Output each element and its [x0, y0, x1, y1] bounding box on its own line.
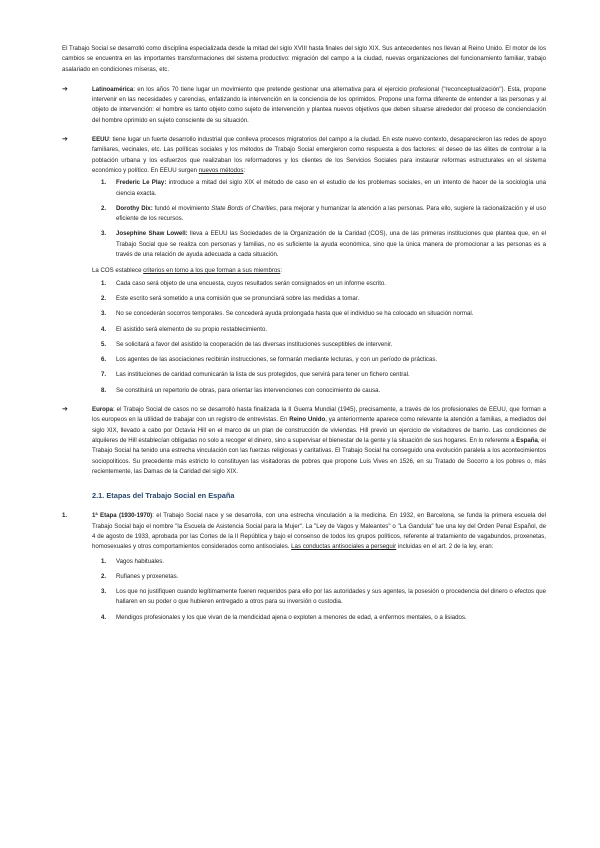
- list-item: [92, 309, 546, 319]
- europa-text: : el Trabajo Social de casos no se desarrolló hasta finalizada la II Guerra Mundial (1945), precisamente, a través de los profesionales de EEUU, que forman a los europeos en la utilidad de trabajar con un registro de entrevistas. En: [92, 406, 546, 424]
- arrow-bullet-icon: ➔: [62, 406, 68, 414]
- item-text: Rufianes y proxenetas.: [116, 572, 179, 580]
- methods-list: [92, 178, 546, 260]
- item-number: 2.: [101, 572, 107, 580]
- stage-link: Las conductas antisociales a perseguir: [291, 543, 397, 551]
- criterion-text: Se solicitará a favor del asistido la cooperación de las diversas instituciones susceptibles de intervenir.: [116, 340, 393, 348]
- list-item: [92, 178, 546, 199]
- criterion-text: Las instituciones de caridad comunicarán la lista de sus protegidos, que servirá para tener un fichero central.: [116, 371, 410, 379]
- method-text: fundó el movimiento: [152, 204, 212, 212]
- item-text: Vagos habituales.: [116, 557, 164, 565]
- criterion-text: Los agentes de las asociaciones recibirán instrucciones, se formarán mediante lecturas, y con un período de prácticas.: [116, 356, 438, 364]
- item-number: 4.: [101, 613, 107, 621]
- item-number: 3.: [101, 230, 107, 238]
- list-item: [92, 325, 546, 335]
- stage-text-post: incluidas en el art. 2 de la ley, eran:: [396, 543, 494, 551]
- list-item: [92, 294, 546, 304]
- latam-text: : en los años 70 tiene lugar un movimiento que pretende gestionar una alternativa para el ejercicio profesional ("reconceptualización"). Esta, propone intervenir en las necesidades y carencias, enfatizando la intervención en la conciencia de los oprimidos. Propone una forma diferente de entender a las personas y al objeto de intervención: el hombre es tanto objeto como sujeto de intervención y plantea nuevos objetivos que deben situarse alrededor del proceso de concienciación del hombre oprimido en sujeto consciente de su situación.: [92, 85, 546, 124]
- europa-bold-reino-unido: Reino Unido: [289, 416, 326, 424]
- item-text: Los que no justifiquen cuando legítimamente fueren requeridos para ello por las autoridades y sus agentes, la posesión o procedencia del dinero o efectos que hallaren en su poder o que hubieren entregado a otros para su inversión o custodia.: [116, 588, 546, 606]
- latam-label: Latinoamérica: [92, 85, 134, 93]
- list-item: [92, 340, 546, 350]
- item-number: 3.: [101, 588, 107, 596]
- item-number: 6.: [101, 356, 107, 364]
- list-item: [92, 386, 546, 396]
- list-item: [92, 204, 546, 225]
- method-name: Dorothy Dix:: [116, 204, 153, 212]
- cos-pre: La COS establece: [92, 267, 144, 275]
- item-number: 2.: [101, 294, 107, 302]
- method-name: Josephine Shaw Lowell:: [116, 230, 188, 238]
- cos-post: :: [280, 267, 283, 275]
- list-item: [92, 587, 546, 608]
- eeuu-paragraph: [92, 135, 546, 176]
- list-item: [92, 572, 546, 582]
- list-item: [92, 355, 546, 365]
- item-number: 7.: [101, 371, 107, 379]
- list-item: [92, 229, 546, 260]
- arrow-bullet-icon: ➔: [62, 85, 68, 93]
- criterion-text: No se concederán socorros temporales. Se concederá ayuda prolongada hasta que el individuo se ha colocado en situación normal.: [116, 310, 474, 318]
- criterion-text: Cada caso será objeto de una encuesta, cuyos resultados serán consignados en un informe escrito.: [116, 279, 386, 287]
- eeuu-text: : tiene lugar un fuerte desarrollo industrial que conlleva procesos migratorios del campo a la ciudad. En este nuevo contexto, desaparecieron las redes de apoyo familiares, vecinales, etc. Las políticas sociales y los métodos de Trabajo Social emergieron como respuesta a dos factores: el deseo de las élites de controlar a la población urbana y los esfuerzos que realizaban los reformadores y los clientes de los Servicios Sociales para instaurar reformas estructurales en el sistema económico y político. En EEUU surgen: [92, 136, 546, 174]
- item-number: 1.: [101, 179, 107, 187]
- criteria-list: [92, 279, 546, 396]
- stage-1-paragraph: [92, 511, 546, 552]
- bullet-eeuu: [62, 135, 546, 396]
- bullet-latinoamerica: [62, 85, 546, 126]
- eeuu-label: EEUU: [92, 136, 109, 144]
- item-text: Mendigos profesionales y los que vivan de la mendicidad ajena o exploten a menores de edad, a enfermos mentales, o a lisiados.: [116, 613, 467, 621]
- intro-paragraph: El Trabajo Social se desarrolló como disciplina especializada desde la mitad del siglo XVIII hasta finales del siglo XIX. Sus antecedentes nos llevan al Reino Unido. El motor de los cambios se encuentra en las importantes transformaciones del sistema productivo: migración del campo a la ciudad, nuevas organizaciones del funcionamiento familiar, trabajo asalariado en condiciones míseras, etc.: [62, 45, 546, 73]
- item-number: 1.: [101, 279, 107, 287]
- method-text: lleva a EEUU las Sociedades de la Organización de la Caridad (COS), una de las primeras instituciones que plantea que, en el Trabajo Social que se realiza con personas y familias, no es suficiente la ayuda económica, sino que la única manera de promocionar a las personas es a través de una relación de ayuda adecuada a cada situación.: [116, 230, 546, 259]
- eeuu-after: :: [243, 166, 246, 174]
- eeuu-methods-link: nuevos métodos: [198, 166, 244, 174]
- cos-link: criterios en torno a los que forman a sus miembros: [143, 267, 281, 275]
- criterion-text: Se constituirá un repertorio de obras, para orientar las intervenciones con conocimiento de causa.: [116, 386, 381, 394]
- bullet-europa: [62, 405, 546, 477]
- criterion-text: El asistido será elemento de su propio restablecimiento.: [116, 325, 268, 333]
- method-text: introduce a mitad del siglo XIX el método de caso en el estudio de los problemas sociales, en un intento de hacer de la sociología una ciencia exacta.: [116, 179, 546, 197]
- item-number: 1.: [101, 557, 107, 565]
- list-item: [92, 279, 546, 289]
- stage-number: 1.: [62, 512, 68, 520]
- method-text-rest: , para mejorar y humanizar la atención a las personas. Para ello, sugiere la racionalización y el uso eficiente de los recursos.: [116, 204, 546, 223]
- item-number: 2.: [101, 204, 107, 212]
- europa-paragraph: [92, 405, 546, 477]
- europa-label: Europa: [92, 406, 113, 414]
- method-emphasis: State Bords of Charities: [211, 204, 277, 212]
- stage-1: [62, 511, 546, 623]
- list-item: [92, 557, 546, 567]
- stage-text: : el Trabajo Social nace y se desarrolla, con una estrecha vinculación a la medicina. En 1932, en Barcelona, se funda la primera escuela del Trabajo Social bajo el nombre "la Escuela de Asistencia Social para la Mujer". La "Ley de Vagos y Maleantes" o "La Gandula" fue una ley del Orden Penal Español, de 4 de agosto de 1933, aprobada por las Cortes de la II República y bajo el consenso de todos los grupos políticos, referente al tratamiento de vagabundos, proxenetas, homosexuales y otros comportamientos considerados como antisociales.: [92, 512, 546, 551]
- europa-text: , ya anteriormente aparece como relevante la atención a familias, a mediados del siglo XIX, llevado a cabo por Octavia Hill en el marco de un plan de construcción de viviendas. Hill previó un ejercicio de visitadores de barrio. Las condiciones de alquileres de Hill establecían obligadas no solo a recoger el dinero, sino a supervisar el bienestar de la gente y la situación de sus hogares. En lo referente a: [92, 416, 546, 444]
- item-number: 4.: [101, 325, 107, 333]
- cos-intro: [92, 266, 546, 276]
- arrow-bullet-icon: ➔: [62, 136, 68, 144]
- europa-text: , el Trabajo Social ha tenido una estrecha vinculación con las fuerzas religiosas y caritativas. El Trabajo Social ha conseguido una evolución paralela a los acontecimientos sociopolíticos. Su precedente más estricto lo constituyen las visitadoras de pobres que propone Luis Vives en 1526, en su Tratado de Socorro a los pobres o, más recientemente, las Damas de la Caridad del siglo XIX.: [92, 436, 546, 475]
- antisocial-list: [92, 557, 546, 623]
- europa-bold-espana: España: [516, 436, 538, 444]
- method-name: Frederic Le Play:: [116, 179, 167, 187]
- criterion-text: Este escrito será sometido a una comisión que se pronunciará sobre las medidas a tomar.: [116, 294, 360, 302]
- latam-paragraph: [92, 85, 546, 126]
- item-number: 8.: [101, 386, 107, 394]
- stage-label: 1ª Etapa (1930-1970): [92, 512, 153, 520]
- item-number: 3.: [101, 310, 107, 318]
- section-heading: 2.1. Etapas del Trabajo Social en España: [92, 491, 235, 501]
- list-item: [92, 370, 546, 380]
- item-number: 5.: [101, 340, 107, 348]
- list-item: [92, 613, 546, 623]
